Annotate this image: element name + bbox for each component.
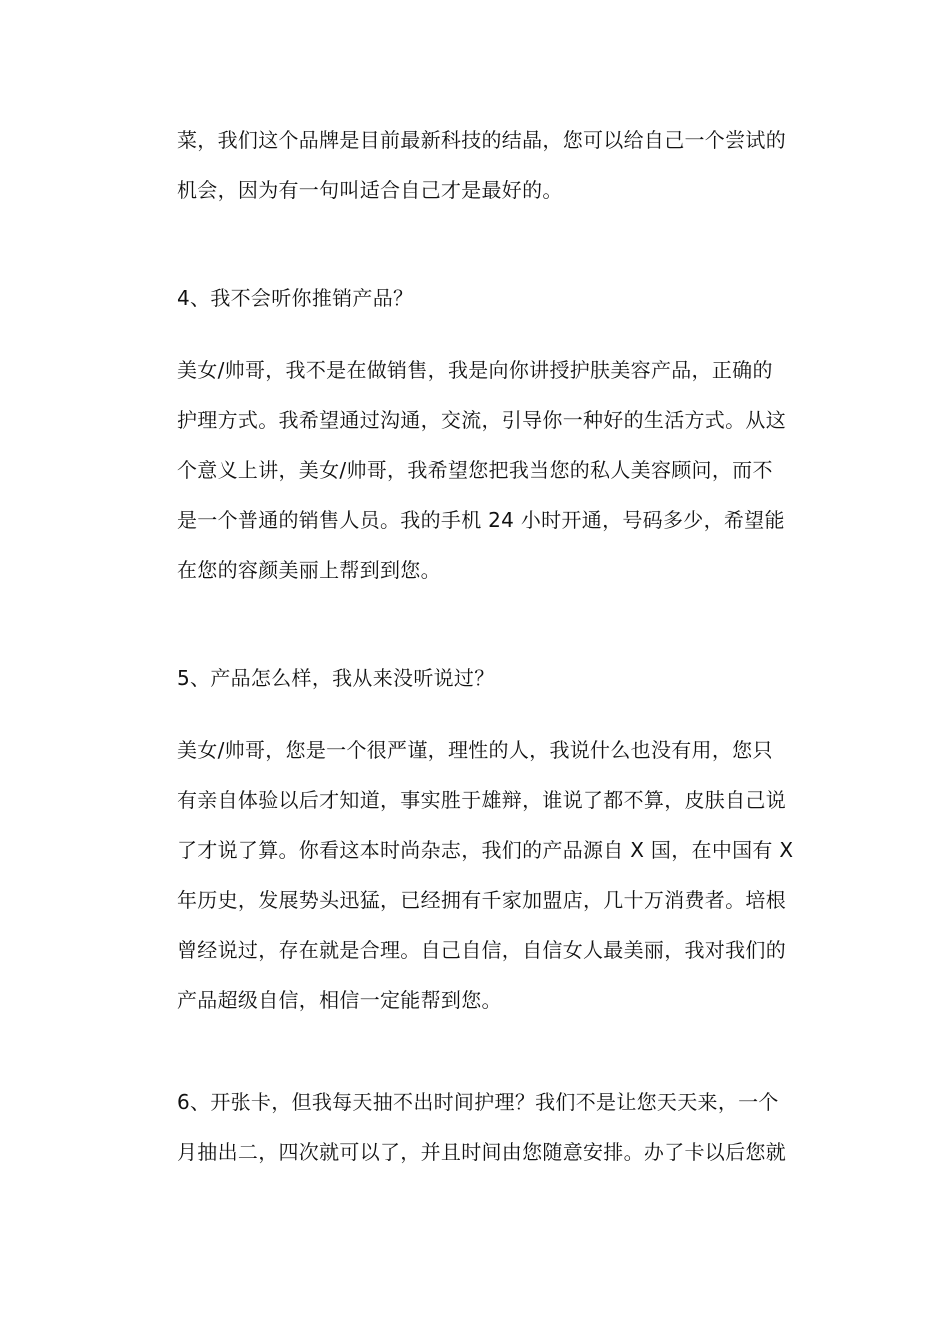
question-heading: 6、开张卡，但我每天抽不出时间护理？我们不是让您天天来，一个	[177, 1090, 779, 1114]
text-line: 是一个普通的销售人员。我的手机 24 小时开通，号码多少，希望能	[177, 508, 785, 532]
text-line: 护理方式。我希望通过沟通，交流，引导你一种好的生活方式。从这	[177, 408, 786, 432]
question-heading: 4、我不会听你推销产品？	[177, 286, 414, 310]
text-line: 产品超级自信，相信一定能帮到您。	[177, 988, 502, 1012]
text-line: 在您的容颜美丽上帮到到您。	[177, 558, 441, 582]
text-line: 了才说了算。你看这本时尚杂志，我们的产品源自 X 国，在中国有 X	[177, 838, 794, 862]
text-line: 个意义上讲，美女/帅哥，我希望您把我当您的私人美容顾问，而不	[177, 458, 773, 482]
text-line: 美女/帅哥，我不是在做销售，我是向你讲授护肤美容产品，正确的	[177, 358, 773, 382]
question-heading: 5、产品怎么样，我从来没听说过？	[177, 666, 495, 690]
text-line: 曾经说过，存在就是合理。自己自信，自信女人最美丽，我对我们的	[177, 938, 786, 962]
text-line: 月抽出二，四次就可以了，并且时间由您随意安排。办了卡以后您就	[177, 1140, 786, 1164]
text-line: 有亲自体验以后才知道，事实胜于雄辩，谁说了都不算，皮肤自己说	[177, 788, 786, 812]
text-line: 机会，因为有一句叫适合自己才是最好的。	[177, 178, 563, 202]
text-line: 年历史，发展势头迅猛，已经拥有千家加盟店，几十万消费者。培根	[177, 888, 786, 912]
text-line: 美女/帅哥，您是一个很严谨，理性的人，我说什么也没有用，您只	[177, 738, 773, 762]
text-line: 菜，我们这个品牌是目前最新科技的结晶，您可以给自己一个尝试的	[177, 128, 786, 152]
